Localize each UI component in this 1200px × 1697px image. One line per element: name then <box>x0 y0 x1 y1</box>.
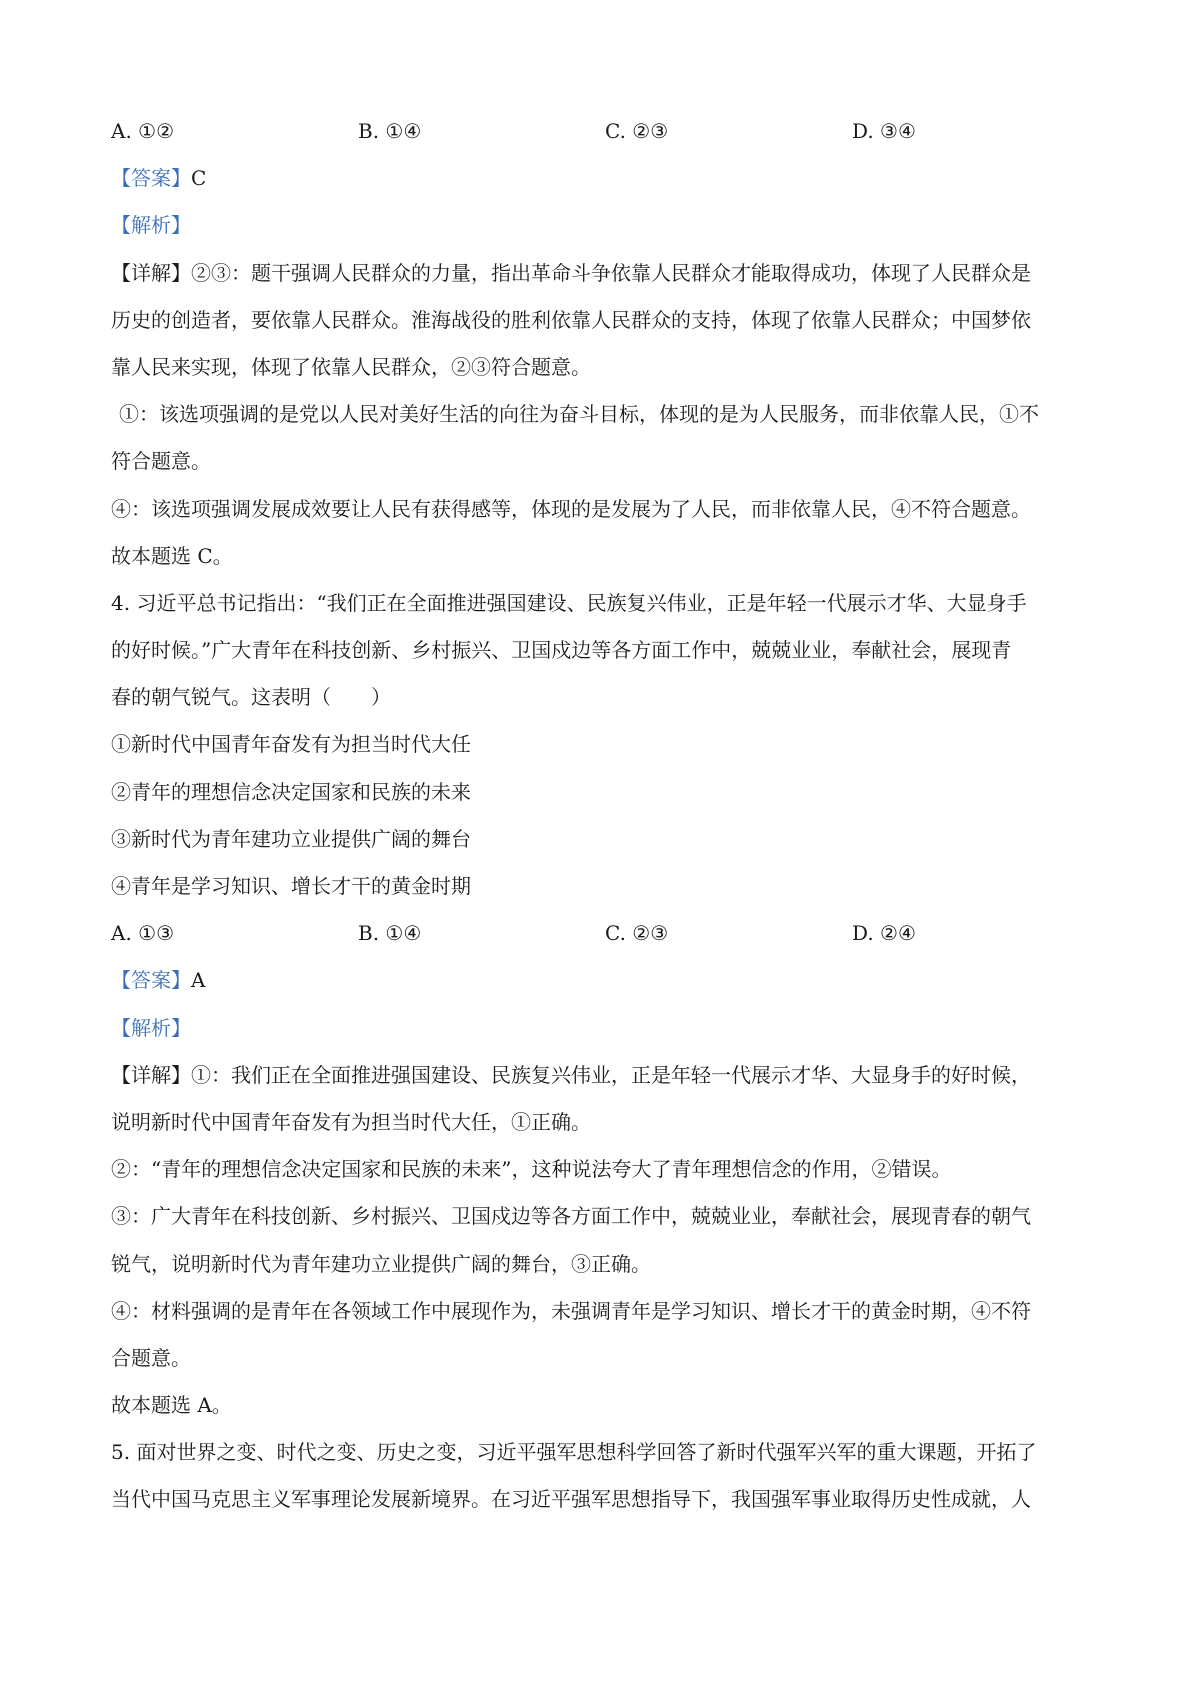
q4-options-row <box>111 910 1101 957</box>
q4-option-b: B. ①④ <box>358 921 422 946</box>
q4-answer-value: A <box>191 968 206 993</box>
q3-answer <box>111 155 1101 202</box>
q3-conclusion: 故本题选 C。 <box>111 543 233 568</box>
q4-stem-line-3: 春的朝气锐气。这表明（ ） <box>111 685 391 710</box>
q4-option-c: C. ②③ <box>605 921 669 946</box>
q3-analysis-tag: 【解析】 <box>111 213 191 238</box>
q3-answer-value: C <box>191 166 207 191</box>
q4-detail-line-5: 锐气，说明新时代为青年建功立业提供广阔的舞台，③正确。 <box>111 1251 651 1276</box>
q4-stem-line-1: 4. 习近平总书记指出：“我们正在全面推进强国建设、民族复兴伟业，正是年轻一代展示才华、大显身手 <box>111 590 1027 615</box>
q3-detail-line-3: 靠人民来实现，体现了依靠人民群众，②③符合题意。 <box>111 354 591 379</box>
q4-detail-line-4: ③：广大青年在科技创新、乡村振兴、卫国戍边等各方面工作中，兢兢业业，奉献社会，展现青春的朝气 <box>111 1204 1031 1229</box>
q3-option-b: B. ①④ <box>358 119 422 143</box>
q4-stem-line-2: 的好时候。”广大青年在科技创新、乡村振兴、卫国戍边等各方面工作中，兢兢业业，奉献社会，展现青 <box>111 638 1012 663</box>
q3-option-d: D. ③④ <box>852 119 916 143</box>
q5-stem-line-2: 当代中国马克思主义军事理论发展新境界。在习近平强军思想指导下，我国强军事业取得历史性成就，人 <box>111 1487 1031 1512</box>
q3-answer-tag: 【答案】 <box>111 166 191 191</box>
q4-statement-4: ④青年是学习知识、增长才干的黄金时期 <box>111 874 471 898</box>
q3-detail-line-2: 历史的创造者，要依靠人民群众。淮海战役的胜利依靠人民群众的支持，体现了依靠人民群众；中国梦依 <box>111 307 1031 332</box>
q4-detail-line-3: ②：“青年的理想信念决定国家和民族的未来”，这种说法夸大了青年理想信念的作用，②错误。 <box>111 1157 952 1182</box>
q3-detail-text: ②③：题干强调人民群众的力量，指出革命斗争依靠人民群众才能取得成功，体现了人民群众是 <box>191 260 1031 285</box>
q4-statement-3: ③新时代为青年建功立业提供广阔的舞台 <box>111 826 471 851</box>
q3-option-c: C. ②③ <box>605 119 669 143</box>
q3-option-a: A. ①② <box>111 119 175 143</box>
q3-detail-tag: 【详解】 <box>111 260 191 285</box>
q3-detail-line-6: ④：该选项强调发展成效要让人民有获得感等，体现的是发展为了人民，而非依靠人民，④不符合题意。 <box>111 496 1031 521</box>
q3-analysis <box>111 202 1101 249</box>
q3-detail-line-4: ①：该选项强调的是党以人民对美好生活的向往为奋斗目标，体现的是为人民服务，而非依靠人民，①不 <box>119 402 1039 427</box>
q4-statement-2: ②青年的理想信念决定国家和民族的未来 <box>111 779 471 804</box>
q4-detail-text: ①：我们正在全面推进强国建设、民族复兴伟业，正是年轻一代展示才华、大显身手的好时候， <box>191 1062 1031 1087</box>
q5-stem-line-1: 5. 面对世界之变、时代之变、历史之变，习近平强军思想科学回答了新时代强军兴军的重大课题，开拓了 <box>111 1440 1037 1465</box>
q4-answer <box>111 957 1101 1004</box>
q4-detail-line-1 <box>111 1052 1101 1099</box>
q4-detail-tag: 【详解】 <box>111 1062 191 1087</box>
q4-detail-line-6: ④：材料强调的是青年在各领域工作中展现作为，未强调青年是学习知识、增长才干的黄金时期，④不符 <box>111 1298 1031 1323</box>
q3-detail-line-5: 符合题意。 <box>111 449 211 474</box>
q4-answer-tag: 【答案】 <box>111 968 191 993</box>
q4-conclusion: 故本题选 A。 <box>111 1393 232 1418</box>
q4-statement-1: ①新时代中国青年奋发有为担当时代大任 <box>111 732 471 757</box>
q4-option-a: A. ①③ <box>111 921 175 946</box>
q3-detail-line-1 <box>111 250 1101 297</box>
q4-option-d: D. ②④ <box>852 921 916 946</box>
q4-analysis-tag: 【解析】 <box>111 1015 191 1040</box>
q4-detail-line-7: 合题意。 <box>111 1345 191 1370</box>
q4-analysis <box>111 1005 1101 1052</box>
q4-detail-line-2: 说明新时代中国青年奋发有为担当时代大任，①正确。 <box>111 1109 591 1134</box>
document-page <box>111 108 1101 1524</box>
q3-options-row <box>111 108 1101 155</box>
